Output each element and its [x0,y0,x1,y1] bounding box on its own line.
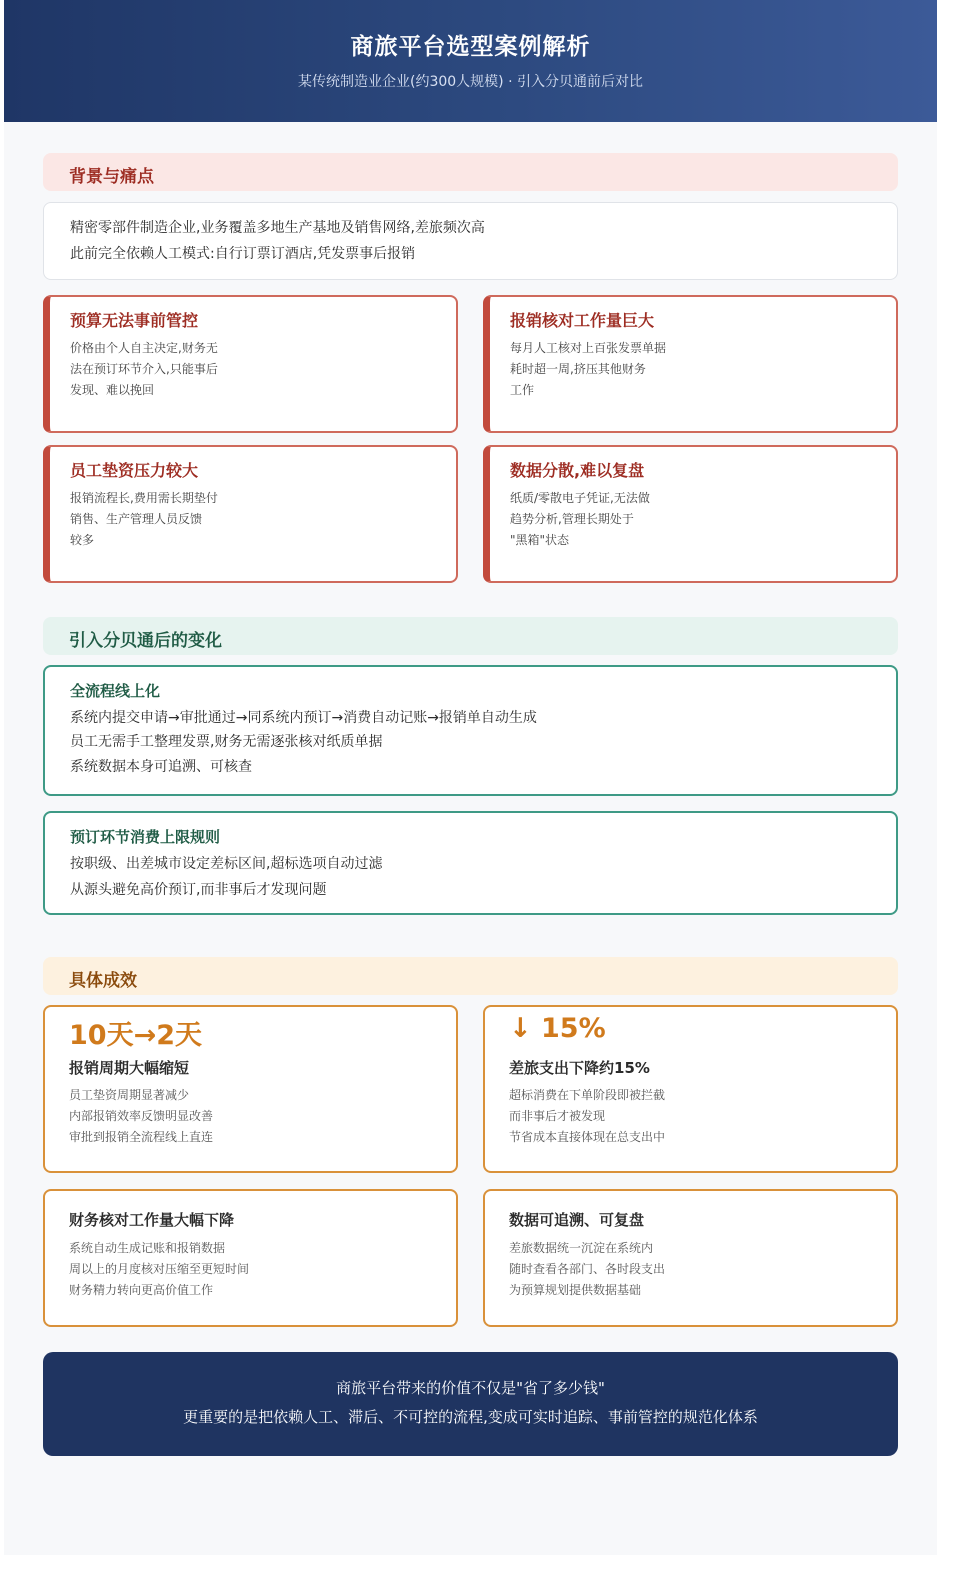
pain-point-card [483,295,898,433]
pain-point-card [483,445,898,583]
result-line: 为预算规划提供数据基础 [509,1283,642,1297]
result-line: 节省成本直接体现在总支出中 [509,1130,666,1144]
header-banner [4,0,937,122]
pain-point-line: 发现、难以挽回 [70,383,155,397]
page-subtitle: 某传统制造业企业(约300人规模) · 引入分贝通前后对比 [298,74,643,90]
pain-point-title: 报销核对工作量巨大 [510,311,655,330]
pain-point-line: 法在预订环节介入,只能事后 [70,362,218,376]
summary-line: 更重要的是把依赖人工、滞后、不可控的流程,变成可实时追踪、事前管控的规范化体系 [183,1408,758,1426]
background-intro-card [43,202,898,280]
section-heading-changes [43,617,898,655]
summary-banner [43,1352,898,1456]
result-card [483,1005,898,1173]
intro-line: 此前完全依赖人工模式:自行订票订酒店,凭发票事后报销 [70,246,416,262]
section-heading-label: 背景与痛点 [69,167,154,187]
change-line: 系统内提交申请→审批通过→同系统内预订→消费自动记账→报销单自动生成 [70,710,537,726]
result-card [483,1189,898,1327]
pain-point-line: 销售、生产管理人员反馈 [70,512,203,526]
result-metric: 10天→2天 [69,1020,202,1051]
change-line: 从源头避免高价预订,而非事后才发现问题 [70,882,327,898]
result-line: 内部报销效率反馈明显改善 [69,1109,214,1123]
page [4,0,937,1555]
result-line: 超标消费在下单阶段即被拦截 [509,1088,666,1102]
pain-point-line: "黑箱"状态 [510,533,570,547]
result-line: 系统自动生成记账和报销数据 [69,1241,226,1255]
pain-point-line: 每月人工核对上百张发票单据 [510,341,667,355]
pain-point-line: 较多 [70,533,95,547]
pain-point-card [43,445,458,583]
pain-point-line: 价格由个人自主决定,财务无 [70,341,218,355]
intro-line: 精密零部件制造企业,业务覆盖多地生产基地及销售网络,差旅频次高 [70,220,485,236]
pain-point-line: 耗时超一周,挤压其他财务 [510,362,646,376]
change-line: 按职级、出差城市设定差标区间,超标选项自动过滤 [70,856,383,872]
section-heading-background [43,153,898,191]
result-line: 而非事后才被发现 [509,1109,606,1123]
result-line: 财务精力转向更高价值工作 [69,1283,214,1297]
pain-point-line: 趋势分析,管理长期处于 [510,512,634,526]
change-line: 员工无需手工整理发票,财务无需逐张核对纸质单据 [70,734,383,750]
change-title: 全流程线上化 [70,682,161,700]
change-card [43,811,898,915]
section-heading-results [43,957,898,995]
pain-point-line: 报销流程长,费用需长期垫付 [70,491,218,505]
section-heading-label: 引入分贝通后的变化 [69,631,222,651]
result-line: 审批到报销全流程线上直连 [69,1130,214,1144]
result-line: 随时查看各部门、各时段支出 [509,1262,666,1276]
result-card [43,1189,458,1327]
result-metric: ↓ 15% [509,1013,606,1044]
change-line: 系统数据本身可追溯、可核查 [70,759,252,775]
section-heading-label: 具体成效 [69,971,137,991]
pain-point-title: 员工垫资压力较大 [70,461,199,480]
page-title: 商旅平台选型案例解析 [350,34,591,60]
result-line: 差旅数据统一沉淀在系统内 [509,1241,654,1255]
pain-point-line: 工作 [510,383,535,397]
pain-point-card [43,295,458,433]
result-line: 周以上的月度核对压缩至更短时间 [69,1262,250,1276]
change-card [43,665,898,796]
result-title: 差旅支出下降约15% [509,1059,650,1077]
pain-point-title: 数据分散,难以复盘 [510,461,645,480]
result-card [43,1005,458,1173]
pain-point-title: 预算无法事前管控 [70,311,199,330]
pain-point-line: 纸质/零散电子凭证,无法做 [510,491,650,505]
result-line: 员工垫资周期显著减少 [69,1088,190,1102]
change-title: 预订环节消费上限规则 [70,828,221,846]
result-title: 财务核对工作量大幅下降 [69,1211,235,1229]
result-title: 报销周期大幅缩短 [69,1059,190,1077]
result-title: 数据可追溯、可复盘 [509,1211,645,1229]
summary-line: 商旅平台带来的价值不仅是"省了多少钱" [336,1379,605,1397]
